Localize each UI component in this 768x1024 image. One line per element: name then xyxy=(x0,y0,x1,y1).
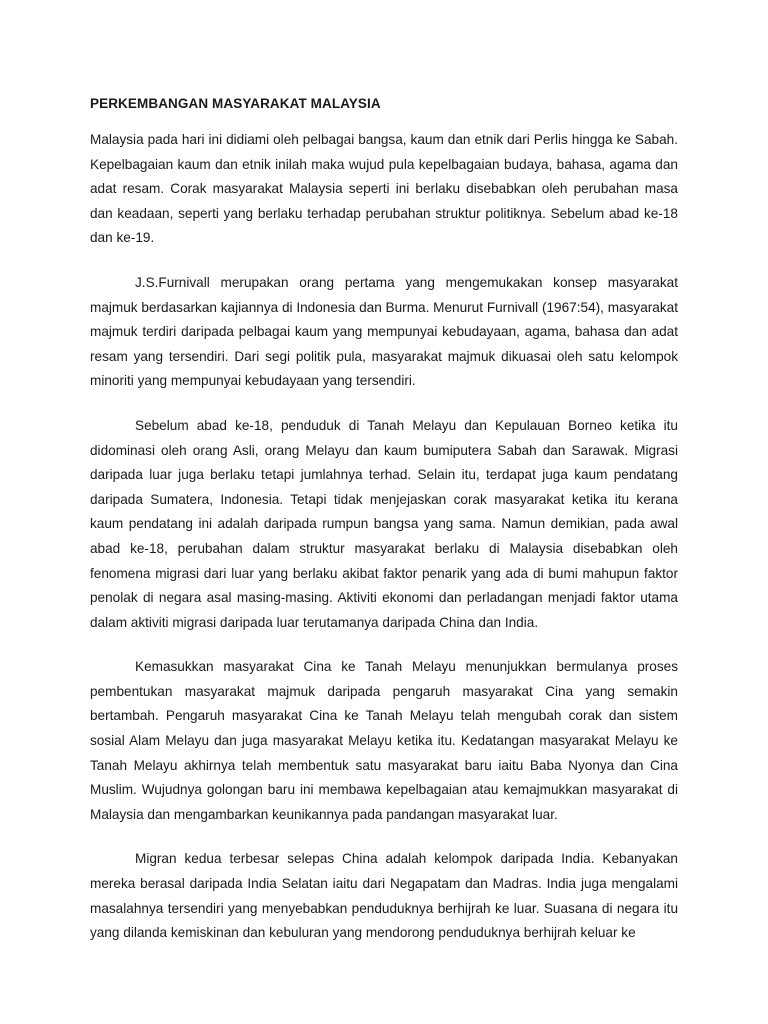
document-title: PERKEMBANGAN MASYARAKAT MALAYSIA xyxy=(90,96,381,111)
paragraph-indian-migration: Migran kedua terbesar selepas China adalah kelompok daripada India. Kebanyakan mereka berasal daripada India Selatan iaitu dari Negapatam dan Madras. India juga mengalami masalahnya tersendiri yang menyebabkan penduduknya berhijrah ke luar. Suasana di negara itu yang dilanda kemiskinan dan kebuluran yang mendorong penduduknya berhijrah keluar ke xyxy=(90,851,678,941)
document-page xyxy=(90,92,678,966)
paragraph-intro: Malaysia pada hari ini didiami oleh pelbagai bangsa, kaum dan etnik dari Perlis hingga ke Sabah. Kepelbagaian kaum dan etnik inilah maka wujud pula kepelbagaian budaya, bahasa, agama dan adat resam. Corak masyarakat Malaysia seperti ini berlaku disebabkan oleh perubahan masa dan keadaan, seperti yang berlaku terhadap perubahan struktur politiknya. Sebelum abad ke-18 dan ke-19. xyxy=(90,132,678,246)
paragraph-furnivall: J.S.Furnivall merupakan orang pertama yang mengemukakan konsep masyarakat majmuk berdasarkan kajiannya di Indonesia dan Burma. Menurut Furnivall (1967:54), masyarakat majmuk terdiri daripada pelbagai kaum yang mempunyai kebudayaan, agama, bahasa dan adat resam yang tersendiri. Dari segi politik pula, masyarakat majmuk dikuasai oleh satu kelompok minoriti yang mempunyai kebudayaan yang tersendiri. xyxy=(90,274,678,389)
paragraph-chinese-migration: Kemasukkan masyarakat Cina ke Tanah Melayu menunjukkan bermulanya proses pembentukan masyarakat majmuk daripada pengaruh masyarakat Cina yang semakin bertambah. Pengaruh masyarakat Cina ke Tanah Melayu telah mengubah corak dan sistem sosial Alam Melayu dan juga masyarakat Melayu ketika itu. Kedatangan masyarakat Melayu ke Tanah Melayu akhirnya telah membentuk satu masyarakat baru iaitu Baba Nyonya dan Cina Muslim. Wujudnya golongan baru ini membawa kepelbagaian atau kemajmukkan masyarakat di Malaysia dan mengambarkan keunikannya pada pandangan masyarakat luar. xyxy=(90,659,678,822)
paragraph-before-18th-century: Sebelum abad ke-18, penduduk di Tanah Melayu dan Kepulauan Borneo ketika itu didominasi oleh orang Asli, orang Melayu dan kaum bumiputera Sabah dan Sarawak. Migrasi daripada luar juga berlaku tetapi jumlahnya terhad. Selain itu, terdapat juga kaum pendatang daripada Sumatera, Indonesia. Tetapi tidak menjejaskan corak masyarakat ketika itu kerana kaum pendatang ini adalah daripada rumpun bangsa yang sama. Namun demikian, pada awal abad ke-18, perubahan dalam struktur masyarakat berlaku di Malaysia disebabkan oleh fenomena migrasi dari luar yang berlaku akibat faktor penarik yang ada di bumi mahupun faktor penolak di negara asal masing-masing. Aktiviti ekonomi dan perladangan menjadi faktor utama dalam aktiviti migrasi daripada luar terutamanya daripada China dan India. xyxy=(90,417,678,630)
